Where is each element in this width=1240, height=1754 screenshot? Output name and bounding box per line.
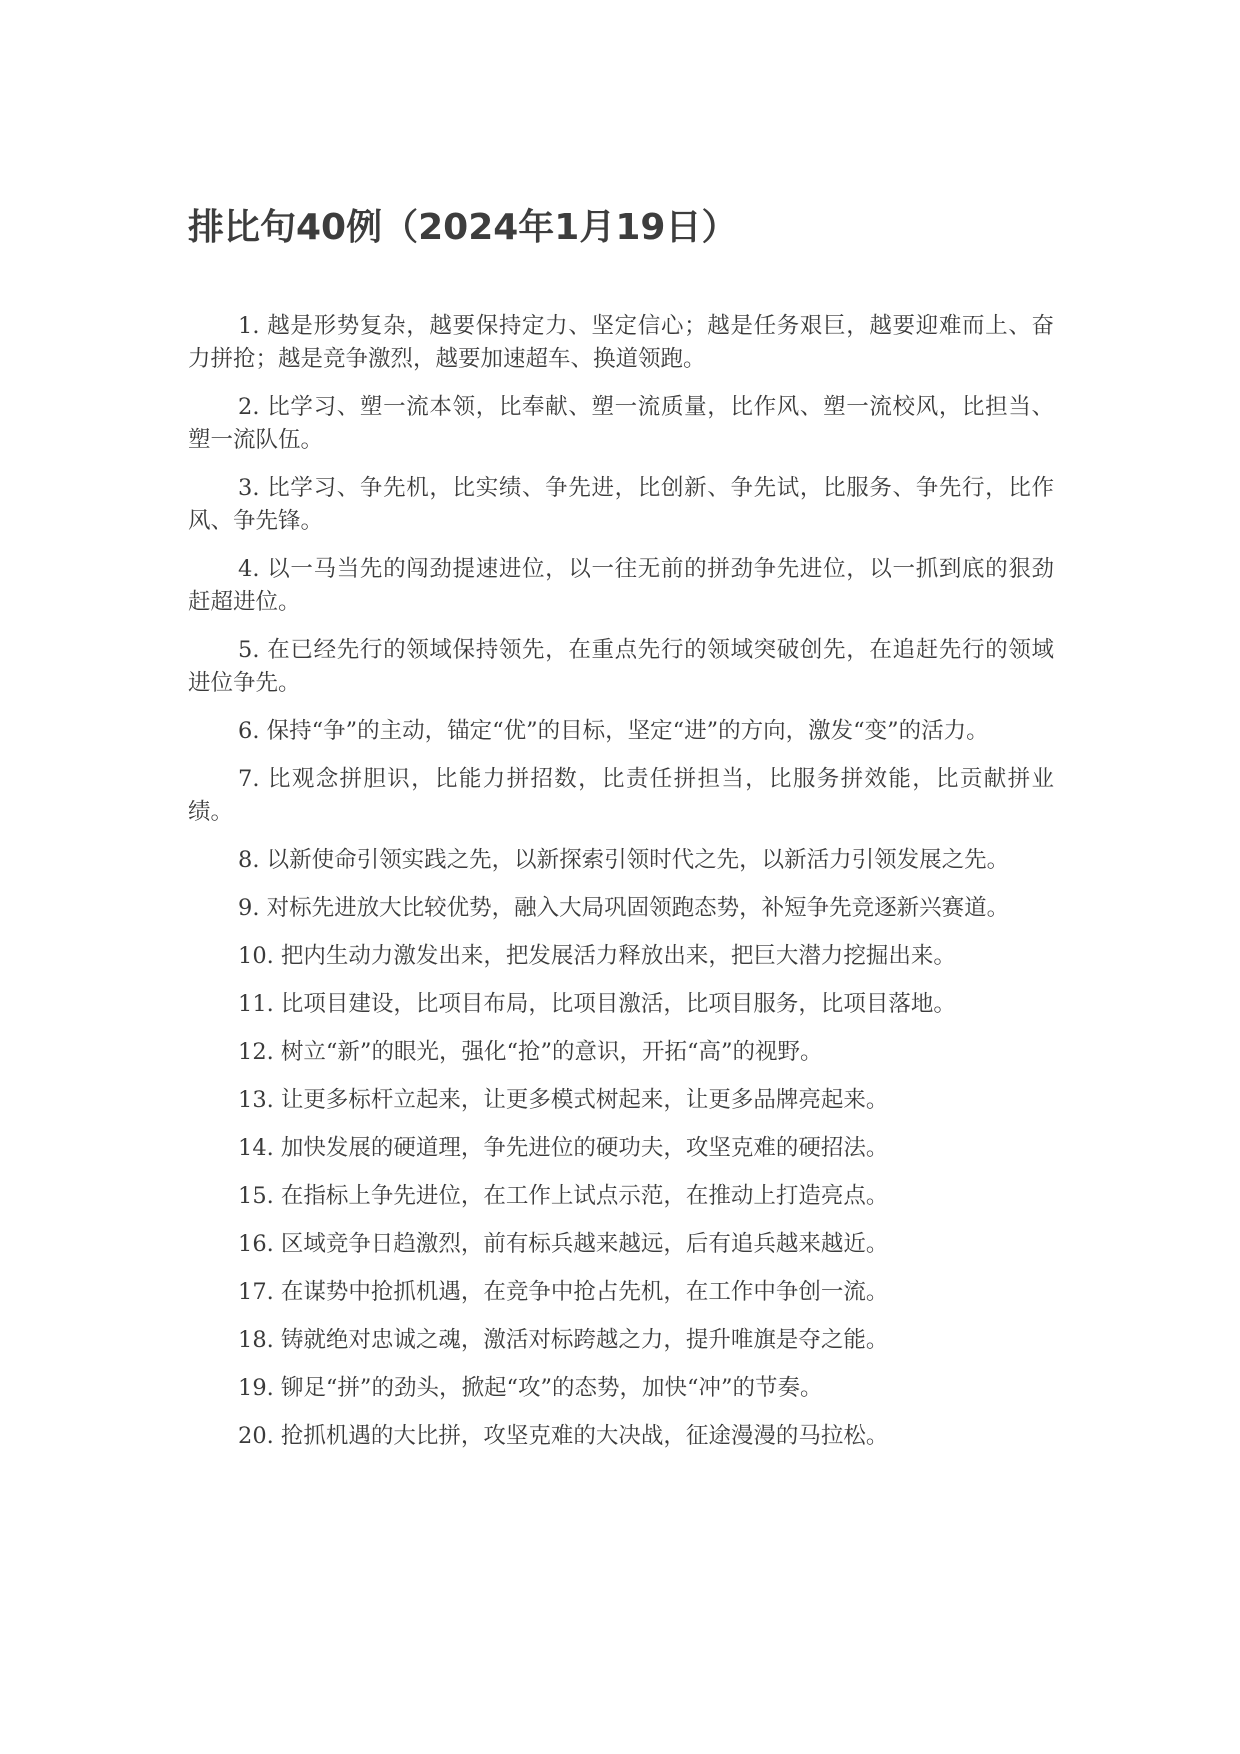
list-item: 6. 保持“争”的主动，锚定“优”的目标，坚定“进”的方向，激发“变”的活力。 [238,718,989,744]
list-item: 9. 对标先进放大比较优势，融入大局巩固领跑态势，补短争先竞逐新兴赛道。 [238,895,1010,921]
list-item: 13. 让更多标杆立起来，让更多模式树起来，让更多品牌亮起来。 [238,1087,889,1113]
list-item: 17. 在谋势中抢抓机遇，在竞争中抢占先机，在工作中争创一流。 [238,1279,889,1305]
list-item: 1. 越是形势复杂，越要保持定力、坚定信心；越是任务艰巨，越要迎难而上、奋力拼抢；越是竞争激烈，越要加速超车、换道领跑。 [188,313,1054,372]
list-item: 20. 抢抓机遇的大比拼，攻坚克难的大决战，征途漫漫的马拉松。 [238,1423,889,1449]
list-item: 19. 铆足“拼”的劲头，掀起“攻”的态势，加快“冲”的节奏。 [238,1375,823,1401]
example-list [188,310,1054,1468]
list-item: 16. 区域竞争日趋激烈，前有标兵越来越远，后有追兵越来越近。 [238,1231,889,1257]
list-item: 10. 把内生动力激发出来，把发展活力释放出来，把巨大潜力挖掘出来。 [238,943,956,969]
list-item: 8. 以新使命引领实践之先，以新探索引领时代之先，以新活力引领发展之先。 [238,847,1010,873]
list-item: 12. 树立“新”的眼光，强化“抢”的意识，开拓“高”的视野。 [238,1039,823,1065]
list-item: 11. 比项目建设，比项目布局，比项目激活，比项目服务，比项目落地。 [238,991,956,1017]
list-item: 14. 加快发展的硬道理，争先进位的硬功夫，攻坚克难的硬招法。 [238,1135,889,1161]
list-item: 15. 在指标上争先进位，在工作上试点示范，在推动上打造亮点。 [238,1183,889,1209]
list-item: 5. 在已经先行的领域保持领先，在重点先行的领域突破创先，在追赶先行的领域进位争先。 [188,637,1054,696]
list-item: 18. 铸就绝对忠诚之魂，激活对标跨越之力，提升唯旗是夺之能。 [238,1327,889,1353]
list-item: 3. 比学习、争先机，比实绩、争先进，比创新、争先试，比服务、争先行，比作风、争先锋。 [188,475,1054,534]
list-item: 4. 以一马当先的闯劲提速进位，以一往无前的拼劲争先进位，以一抓到底的狠劲赶超进位。 [188,556,1054,615]
list-item: 2. 比学习、塑一流本领，比奉献、塑一流质量，比作风、塑一流校风，比担当、塑一流队伍。 [188,394,1054,453]
document-title: 排比句40例（2024年1月19日） [188,207,738,248]
list-item: 7. 比观念拼胆识，比能力拼招数，比责任拼担当，比服务拼效能，比贡献拼业绩。 [188,766,1054,825]
